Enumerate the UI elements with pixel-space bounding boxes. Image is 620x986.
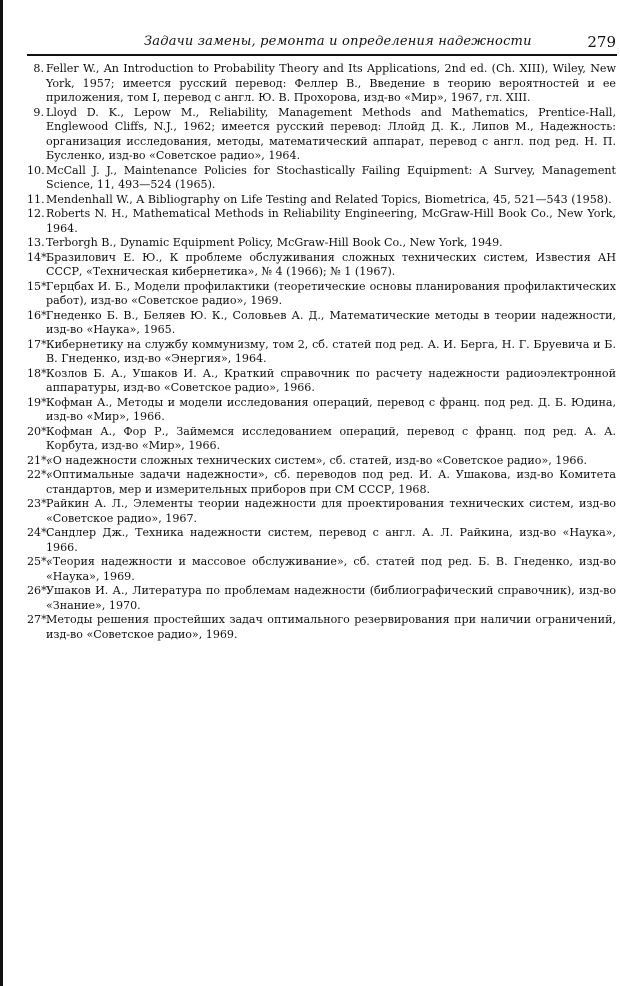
reference-number: 17*. [27, 337, 51, 351]
reference-number: 19*. [27, 395, 51, 409]
reference-text: Кофман А., Фор Р., Займемся исследованием операций, перевод с франц. под ред. А. А. Корбута, изд-во «Мир», 1966. [46, 424, 616, 452]
header-rule [27, 54, 617, 56]
reference-number: 24*. [27, 526, 51, 539]
reference-entry-21 [27, 453, 616, 469]
reference-text: Ушаков И. А., Литература по проблемам надежности (библиографический справочник), изд-во «Знание», 1970. [46, 584, 616, 612]
reference-text: «О надежности сложных технических систем», сб. статей, изд-во «Советское радио», 1966. [46, 453, 588, 467]
reference-list [27, 62, 616, 782]
reference-text: Сандлер Дж., Техника надежности систем, перевод с англ. А. Л. Райкина, изд-во «Наука», 1966. [46, 526, 616, 554]
reference-number: 8. [33, 62, 44, 75]
reference-entry-13 [27, 236, 616, 251]
reference-entry-25 [27, 555, 616, 584]
reference-number: 27*. [27, 613, 51, 626]
reference-text: Кофман А., Методы и модели исследования операций, перевод с франц. под ред. Д. Б. Юдина, изд-во «Мир», 1966. [46, 395, 616, 423]
reference-number: 10. [27, 163, 45, 177]
reference-number: 20*. [27, 424, 51, 438]
reference-text: Roberts N. H., Mathematical Methods in Reliability Engineering, McGraw-Hill Book Co., New York, 1964. [46, 207, 616, 235]
reference-entry-18 [27, 366, 616, 396]
reference-text: Гнеденко Б. В., Беляев Ю. К., Соловьев А. Д., Математические методы в теории надежности, изд-во «Наука», 1965. [46, 308, 616, 336]
page-number: 279 [587, 33, 616, 51]
reference-number: 9. [33, 105, 44, 119]
reference-text: Методы решения простейших задач оптимального резервирования при наличии ограничений, изд-во «Советское радио», 1969. [46, 613, 616, 641]
reference-number: 25*. [27, 555, 51, 568]
reference-text: Mendenhall W., A Bibliography on Life Testing and Related Topics, Biometrica, 45, 521—543 (1958). [46, 192, 612, 206]
reference-entry-26 [27, 584, 616, 613]
reference-entry-17 [27, 337, 616, 367]
reference-number: 16*. [27, 308, 51, 322]
reference-entry-24 [27, 526, 616, 555]
reference-number: 23*. [27, 497, 51, 510]
reference-text: McCall J. J., Maintenance Policies for Stochastically Failing Equipment: A Survey, Management Science, 11, 493—524 (1965). [46, 163, 616, 191]
reference-entry-11 [27, 192, 616, 208]
page-header [26, 34, 620, 56]
reference-entry-27 [27, 613, 616, 642]
reference-number: 21*. [27, 453, 51, 467]
reference-text: Lloyd D. K., Lepow M., Reliability, Management Methods and Mathematics, Prentice-Hall, Englewood Cliffs, N.J., 1962; имеется русский перевод: Ллойд Д. К., Липов М., Надежность: организация исследования, методы, математический аппарат, перевод с англ. под ред. Н. П. Бусленко, изд-во «Советское радио», 1964. [46, 105, 616, 162]
reference-number: 18*. [27, 366, 51, 380]
reference-text: Райкин А. Л., Элементы теории надежности для проектирования технических систем, изд-во «Советское радио», 1967. [46, 497, 616, 525]
page-left-edge-line [0, 0, 3, 986]
reference-entry-16 [27, 308, 616, 338]
reference-text: «Оптимальные задачи надежности», сб. переводов под ред. И. А. Ушакова, изд-во Комитета стандартов, мер и измерительных приборов при СМ СССР, 1968. [46, 468, 616, 496]
reference-number: 26*. [27, 584, 51, 597]
reference-number: 13. [27, 236, 45, 249]
reference-entry-14 [27, 250, 616, 280]
reference-text: Бразилович Е. Ю., К проблеме обслуживания сложных технических систем, Известия АН СССР, «Техническая кибернетика», № 4 (1966); № 1 (1967). [46, 250, 616, 278]
reference-entry-20 [27, 424, 616, 454]
reference-entry-23 [27, 497, 616, 526]
reference-number: 12. [27, 207, 45, 220]
reference-number: 22*. [27, 468, 51, 481]
reference-entry-22 [27, 468, 616, 497]
reference-text: Герцбах И. Б., Модели профилактики (теоретические основы планирования профилактических работ), изд-во «Советское радио», 1969. [46, 279, 616, 307]
reference-text: Кибернетику на службу коммунизму, том 2, сб. статей под ред. А. И. Берга, Н. Г. Бруевича и Б. В. Гнеденко, изд-во «Энергия», 1964. [46, 337, 616, 365]
reference-number: 14*. [27, 250, 51, 264]
running-head: Задачи замены, ремонта и определения надежности [144, 34, 532, 49]
reference-entry-8 [31, 62, 616, 106]
reference-number: 15*. [27, 279, 51, 293]
reference-entry-10 [27, 163, 616, 193]
reference-entry-12 [27, 207, 616, 236]
reference-entry-9 [31, 106, 616, 164]
reference-text: «Теория надежности и массовое обслуживание», сб. статей под ред. Б. В. Гнеденко, изд-во «Наука», 1969. [46, 555, 616, 583]
reference-entry-15 [27, 279, 616, 309]
reference-text: Terborgh B., Dynamic Equipment Policy, McGraw-Hill Book Co., New York, 1949. [46, 236, 503, 249]
reference-text: Feller W., An Introduction to Probability Theory and Its Applications, 2nd ed. (Ch. XIII), Wiley, New York, 1957; имеется русский перевод: Феллер В., Введение в теорию вероятностей и ее приложения, том I, перевод с англ. Ю. В. Прохорова, изд-во «Мир», 1967, гл. XIII. [46, 62, 616, 104]
reference-number: 11. [27, 192, 45, 206]
reference-text: Козлов Б. А., Ушаков И. А., Краткий справочник по расчету надежности радиоэлектронной аппаратуры, изд-во «Советское радио», 1966. [46, 366, 616, 394]
reference-entry-19 [27, 395, 616, 425]
